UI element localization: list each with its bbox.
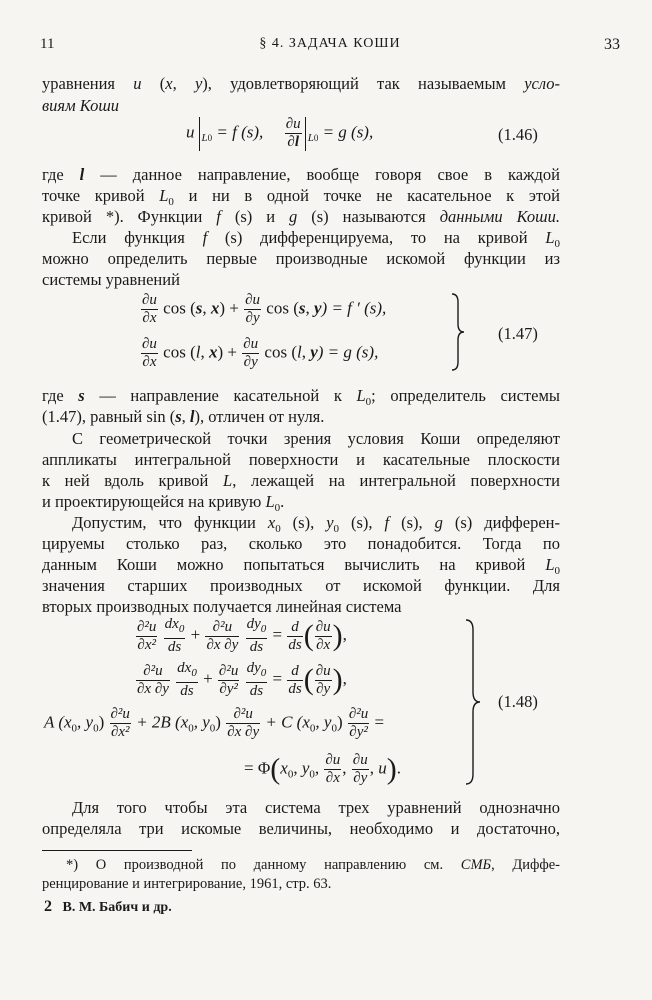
section-title: § 4. ЗАДАЧА КОШИ xyxy=(259,36,401,51)
text-line: вторых производных получается линейная система xyxy=(42,597,402,616)
equation-1-48-row2: $\frac{\text{∂²u}}{\partial x \partial y}$ $\frac{dx_0}{ds}$ + $\frac{\text{∂²u}}{\text{∂y²}}$ $\frac{dy_0}{ds}$ = $\frac{d}{ds}$ ( $\frac{\partial u}{\partial y}$ ), xyxy=(137,660,347,699)
footnote-line: ренцирование и интегрирование, 1961, стр. 63. xyxy=(42,876,332,892)
equation-number: (1.48) xyxy=(498,692,538,711)
text-line: где l — данное направление, вообще говоря свое в каждой xyxy=(42,165,560,184)
text-line: Для того чтобы эта система трех уравнений однозначно xyxy=(72,798,560,817)
equation-1-47-row2: $\frac{\partial u}{\partial x}$ cos (l, x) + $\frac{\partial u}{\partial y}$ cos (l, y) = g (s), xyxy=(142,336,379,370)
text-line: и проектирующейся на кривую $L_0$. xyxy=(42,492,285,514)
equation-1-47-row1: $\frac{\partial u}{\partial x}$ cos (s, x) + $\frac{\partial u}{\partial y}$ cos (s, y) = f ′ (s), xyxy=(142,292,387,326)
signature-line: 2 В. М. Бабич и др. xyxy=(44,898,172,915)
fraction: $\frac{\partial u}{\partial l}$ xyxy=(285,116,301,150)
equation-1-48-row1: $\frac{\text{∂²u}}{\text{∂x²}}$ $\frac{dx_0}{ds}$ + $\frac{\text{∂²u}}{\partial x \partial y}$ $\frac{dy_0}{ds}$ = $\frac{d}{ds}$ ( $\frac{\partial u}{\partial x}$ ), xyxy=(137,616,347,655)
text-line: уравнения u (x, y), удовлетворяющий так называемым усло- xyxy=(42,74,560,93)
footnote-line: *) О производной по данному направлению см. СМБ, Диффе- xyxy=(66,857,561,873)
text-line: данным Коши можно попытаться вычислить на кривой $L_0$ xyxy=(42,555,560,577)
equation-number: (1.47) xyxy=(498,324,538,343)
text-line: значения старших производных от искомой функции. Для xyxy=(42,576,560,595)
right-brace xyxy=(462,618,484,786)
equation-1-46: u $_{L0}$ = f (s), $\frac{\partial u}{\partial l}$ $_{L0}$ = g (s), xyxy=(186,116,374,150)
footnote-rule xyxy=(42,850,192,851)
right-brace xyxy=(448,292,468,372)
text-line: виям Коши xyxy=(42,96,120,115)
equation-number: (1.46) xyxy=(498,125,538,144)
text-line: цируемы столько раз, сколько это понадобится. Тогда по xyxy=(42,534,560,553)
text-line: аппликаты интегральной поверхности и касательные плоскости xyxy=(42,450,560,469)
text-line: точке кривой $L_0$ и ни в одной точке не касательное к этой xyxy=(42,186,561,208)
text-line: Если функция f (s) дифференцируема, то на кривой $L_0$ xyxy=(72,228,561,250)
header-left-mark: 11 xyxy=(40,36,55,52)
text-line: можно определить первые производные искомой функции из xyxy=(42,249,560,268)
equation-1-48-row4: = $\Phi(x_0$, $y_0$, $\frac{\partial u}{\partial x}$ , $\frac{\partial u}{\partial y}$ , u). xyxy=(244,752,401,786)
text-line: С геометрической точки зрения условия Коши определяют xyxy=(72,429,560,448)
text-line: (1.47), равный sin (s, l), отличен от нуля. xyxy=(42,407,325,426)
text-line: системы уравнений xyxy=(42,270,180,289)
text-line: Допустим, что функции $x_0$ (s), $y_0$ (s), f (s), g (s) дифферен- xyxy=(72,513,560,535)
page-number: 33 xyxy=(604,36,620,53)
running-header xyxy=(40,36,620,56)
text-line: определяла три искомые величины, необходимо и достаточно, xyxy=(42,819,560,838)
text-line: к ней вдоль кривой L, лежащей на интегральной поверхности xyxy=(42,471,560,490)
text-line: где s — направление касательной к $L_0$; определитель системы xyxy=(42,386,560,408)
text-line: кривой *). Функции f (s) и g (s) называются данными Коши. xyxy=(42,207,560,226)
equation-1-48-row3: A ($x_0$, $y_0$) $\frac{\text{∂²u}}{\text{∂x²}}$ + 2B ($x_0$, $y_0$) $\frac{\text{∂²u}}{\partial x \partial y}$ + C ($x_0$, $y_0$) $\frac{\text{∂²u}}{\text{∂y²}}$ = xyxy=(44,706,385,740)
